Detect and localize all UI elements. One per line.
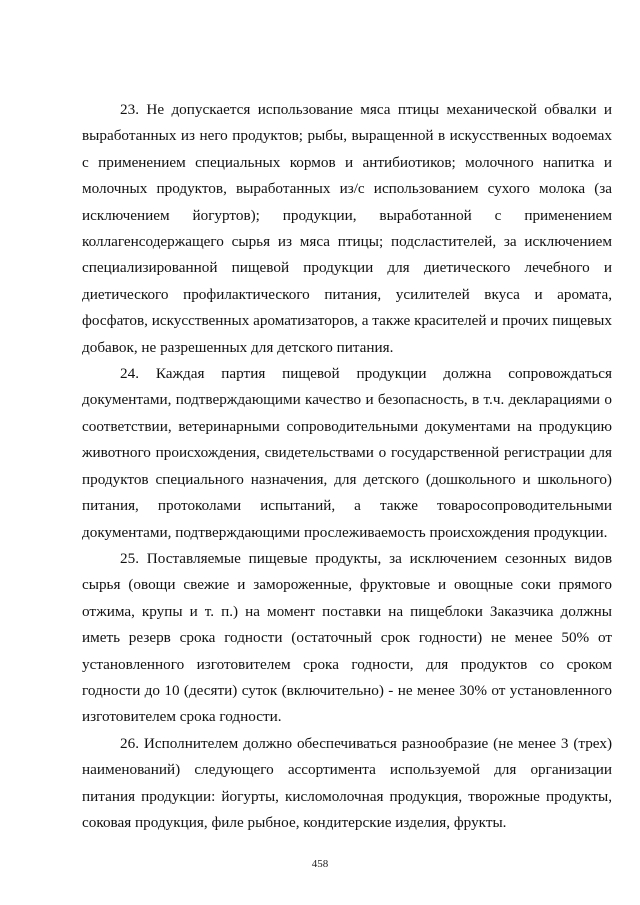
paragraph-26: 26. Исполнителем должно обеспечиваться разнообразие (не менее 3 (трех) наименований) следующего ассортимента используемой для организации питания продукции: йогурты, кисломолочная продукция, творожные продукты, соковая продукция, филе рыбное, кондитерские изделия, фрукты. (82, 734, 612, 831)
page-number: 458 (311, 858, 329, 870)
document-page (82, 97, 612, 836)
paragraph-25: 25. Поставляемые пищевые продукты, за исключением сезонных видов сырья (овощи свежие и замороженные, фруктовые и овощные соки прямого отжима, крупы и т. п.) на момент поставки на пищеблоки Заказчика должны иметь резерв срока годности (остаточный срок годности) не менее 50% от установленного изготовителем срока годности, для продуктов со сроком годности до 10 (десяти) суток (включительно) - не менее 30% от установленного изготовителем срока годности. (82, 549, 612, 726)
paragraph-24: 24. Каждая партия пищевой продукции должна сопровождаться документами, подтверждающими качество и безопасность, в т.ч. декларациями о соответствии, ветеринарными сопроводительными документами на продукцию животного происхождения, свидетельствами о государственной регистрации для продуктов специального назначения, для детского (дошкольного и школьного) питания, протоколами испытаний, а также товаросопроводительными документами, подтверждающими прослеживаемость происхождения продукции. (82, 365, 612, 541)
paragraph-23: 23. Не допускается использование мяса птицы механической обвалки и выработанных из него продуктов; рыбы, выращенной в искусственных водоемах с применением специальных кормов и антибиотиков; молочного напитка и молочных продуктов, выработанных из/с использованием сухого молока (за исключением йогуртов); продукции, выработанной с применением коллагенсодержащего сырья из мяса птицы; подсластителей, за исключением специализированной пищевой продукции для диетического лечебного и диетического профилактического питания, усилителей вкуса и аромата, фосфатов, искусственных ароматизаторов, а также красителей и прочих пищевых добавок, не разрешенных для детского питания. (82, 101, 612, 356)
